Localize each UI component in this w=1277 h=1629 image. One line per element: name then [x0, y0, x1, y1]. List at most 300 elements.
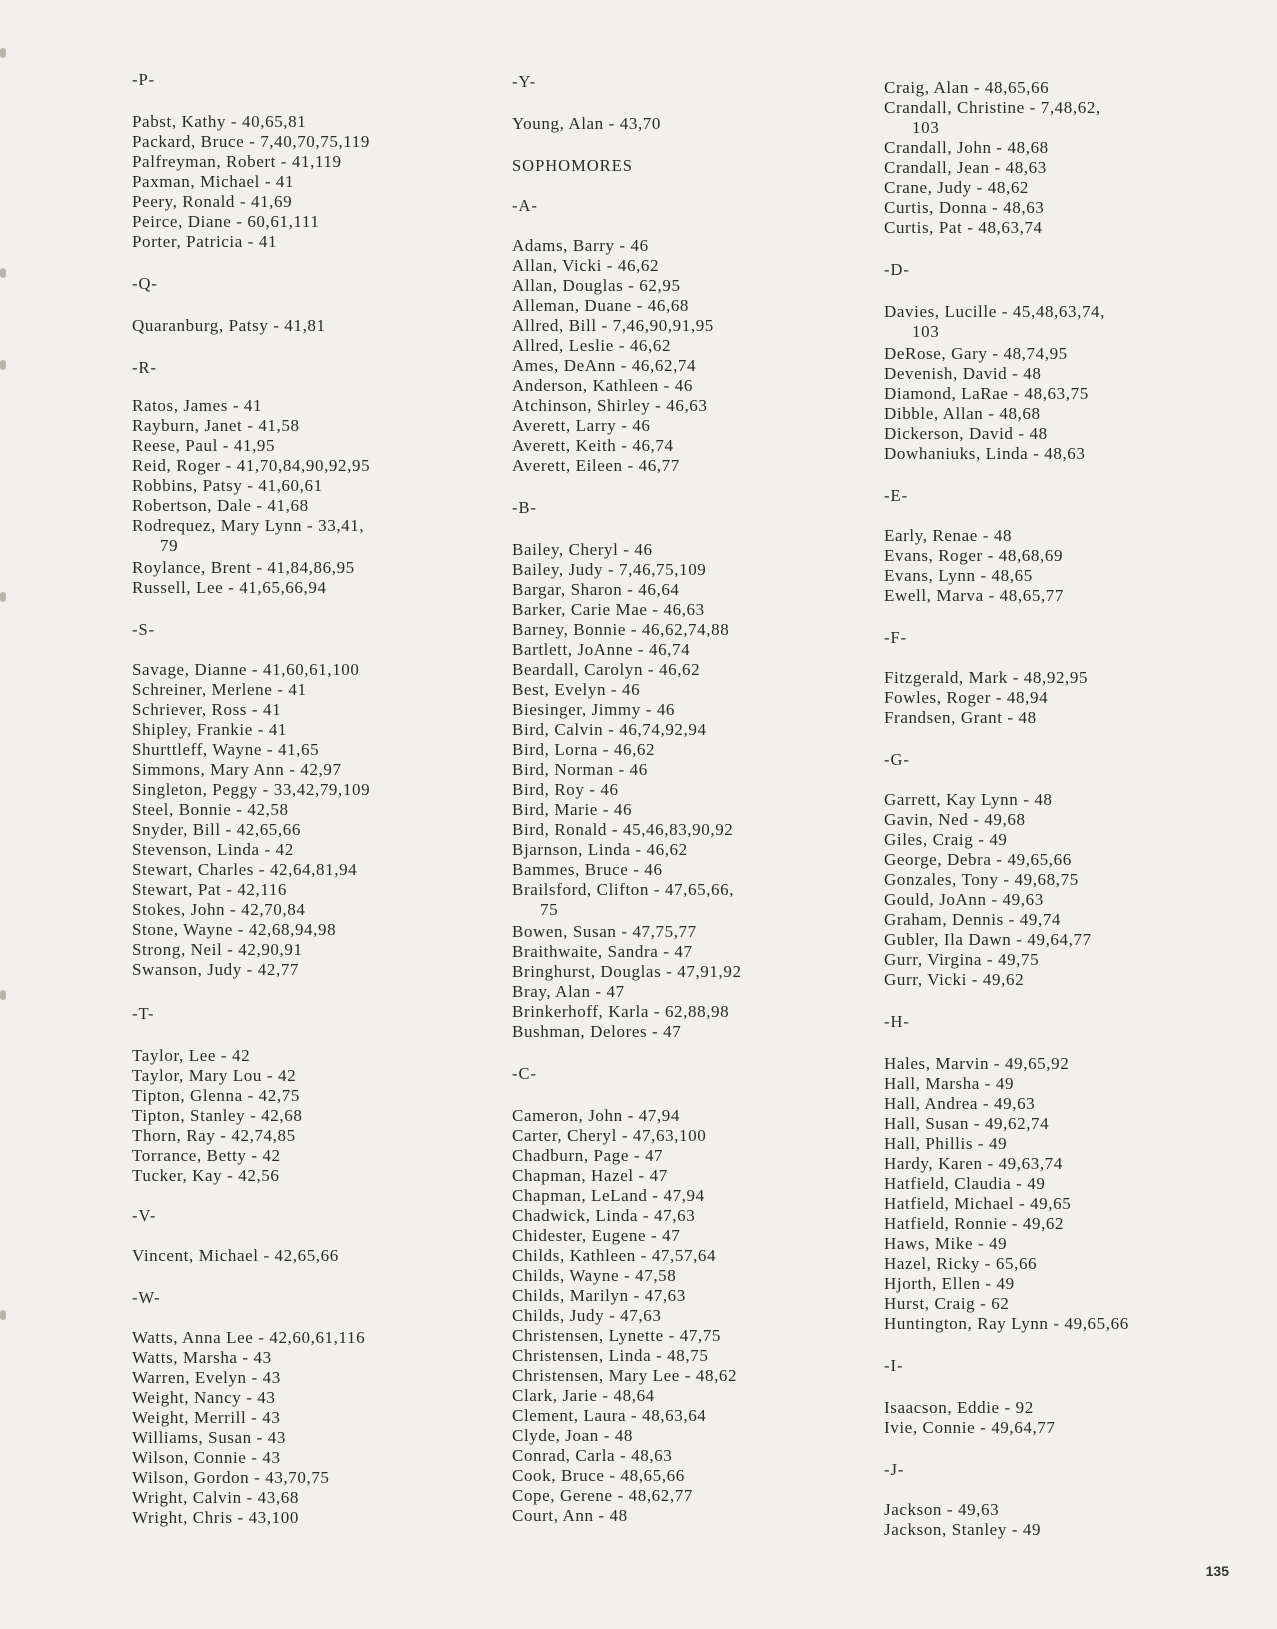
- index-entry-text: Hall, Susan - 49,62,74: [884, 1114, 1050, 1133]
- index-entry-continuation: 103: [912, 118, 940, 137]
- index-entry: [512, 600, 705, 620]
- index-entry: [132, 760, 342, 780]
- index-entry: [512, 396, 708, 416]
- index-entry-text: Steel, Bonnie - 42,58: [132, 800, 289, 819]
- index-entry-text: Peery, Ronald - 41,69: [132, 192, 293, 211]
- section-header: [512, 498, 537, 518]
- index-entry: [132, 516, 364, 556]
- index-entry-text: Gavin, Ned - 49,68: [884, 810, 1026, 829]
- index-entry-text: Gonzales, Tony - 49,68,75: [884, 870, 1079, 889]
- index-entry-text: Averett, Eileen - 46,77: [512, 456, 680, 475]
- index-entry: [884, 790, 1053, 810]
- index-entry: [884, 910, 1061, 930]
- index-entry: [132, 1328, 365, 1348]
- index-entry: [884, 1500, 999, 1520]
- index-entry-text: Early, Renae - 48: [884, 526, 1013, 545]
- binding-hole: [0, 268, 6, 278]
- index-entry: [132, 316, 326, 336]
- index-entry-text: Bringhurst, Douglas - 47,91,92: [512, 962, 742, 981]
- index-entry-text: Barker, Carie Mae - 46,63: [512, 600, 705, 619]
- index-entry-text: Bartlett, JoAnne - 46,74: [512, 640, 691, 659]
- index-entry-text: Anderson, Kathleen - 46: [512, 376, 693, 395]
- index-entry-text: Allred, Leslie - 46,62: [512, 336, 672, 355]
- index-entry-text: Bammes, Bruce - 46: [512, 860, 663, 879]
- index-entry: [512, 660, 700, 680]
- index-entry-text: Savage, Dianne - 41,60,61,100: [132, 660, 360, 679]
- index-entry: [512, 860, 663, 880]
- index-entry-text: Jackson, Stanley - 49: [884, 1520, 1042, 1539]
- index-entry-text: Jackson - 49,63: [884, 1500, 1000, 1519]
- index-entry: [132, 1046, 250, 1066]
- index-entry-text: Bjarnson, Linda - 46,62: [512, 840, 688, 859]
- index-entry-text: Chadburn, Page - 47: [512, 1146, 664, 1165]
- binding-hole: [0, 48, 6, 58]
- section-header: [512, 72, 536, 92]
- index-entry: [512, 780, 619, 800]
- index-entry-text: Alleman, Duane - 46,68: [512, 296, 690, 315]
- index-entry: [512, 680, 640, 700]
- index-entry: [884, 830, 1008, 850]
- index-entry: [132, 1488, 299, 1508]
- index-entry: [884, 668, 1088, 688]
- index-entry: [884, 930, 1092, 950]
- index-entry-text: Thorn, Ray - 42,74,85: [132, 1126, 296, 1145]
- index-entry-text: Giles, Craig - 49: [884, 830, 1008, 849]
- index-entry: [884, 384, 1089, 404]
- index-entry: [884, 1134, 1007, 1154]
- index-entry: [132, 132, 370, 152]
- index-entry: [132, 1166, 280, 1186]
- index-entry-text: Pabst, Kathy - 40,65,81: [132, 112, 307, 131]
- index-entry: [512, 820, 733, 840]
- index-entry: [884, 1154, 1063, 1174]
- index-entry-text: Wilson, Connie - 43: [132, 1448, 281, 1467]
- index-entry-text: Hurst, Craig - 62: [884, 1294, 1010, 1313]
- index-entry: [512, 1146, 663, 1166]
- index-entry-text: Frandsen, Grant - 48: [884, 708, 1037, 727]
- index-entry-text: Bowen, Susan - 47,75,77: [512, 922, 697, 941]
- index-entry: [132, 800, 289, 820]
- index-entry: [132, 1408, 281, 1428]
- index-entry-text: Clyde, Joan - 48: [512, 1426, 634, 1445]
- section-header: [132, 274, 158, 294]
- section-header-text: -G-: [884, 750, 910, 769]
- index-entry: [884, 138, 1049, 158]
- index-entry: [132, 396, 262, 416]
- index-entry-text: Curtis, Donna - 48,63: [884, 198, 1045, 217]
- index-entry: [884, 1294, 1009, 1314]
- index-entry: [132, 820, 301, 840]
- index-entry: [884, 850, 1072, 870]
- index-entry-text: Garrett, Kay Lynn - 48: [884, 790, 1053, 809]
- index-entry-text: Weight, Merrill - 43: [132, 1408, 281, 1427]
- index-entry: [132, 476, 323, 496]
- index-entry-text: Dibble, Allan - 48,68: [884, 404, 1041, 423]
- index-entry: [884, 1214, 1064, 1234]
- index-entry-text: George, Debra - 49,65,66: [884, 850, 1072, 869]
- index-entry: [884, 1254, 1037, 1274]
- index-entry-text: Gubler, Ila Dawn - 49,64,77: [884, 930, 1092, 949]
- index-entry: [884, 1114, 1049, 1134]
- index-entry-continuation: 79: [160, 536, 179, 555]
- section-header: [512, 196, 538, 216]
- binding-hole: [0, 592, 6, 602]
- section-header-text: -I-: [884, 1356, 904, 1375]
- index-entry-text: Hatfield, Claudia - 49: [884, 1174, 1046, 1193]
- index-entry-text: Clark, Jarie - 48,64: [512, 1386, 655, 1405]
- index-entry-text: Crandall, Christine - 7,48,62,: [884, 98, 1101, 117]
- index-entry: [884, 78, 1049, 98]
- index-entry: [884, 1194, 1071, 1214]
- index-entry: [512, 296, 689, 316]
- index-entry: [884, 1398, 1034, 1418]
- index-entry: [132, 1448, 281, 1468]
- section-header: [132, 1288, 161, 1308]
- index-entry-text: Chidester, Eugene - 47: [512, 1226, 681, 1245]
- section-header-text: -F-: [884, 628, 908, 647]
- index-entry-text: Isaacson, Eddie - 92: [884, 1398, 1034, 1417]
- index-entry-text: Carter, Cheryl - 47,63,100: [512, 1126, 707, 1145]
- index-entry: [132, 212, 319, 232]
- index-entry: [884, 1094, 1035, 1114]
- index-entry-continuation: 103: [912, 322, 940, 341]
- index-entry: [512, 880, 734, 920]
- index-entry: [884, 1274, 1015, 1294]
- index-entry: [884, 586, 1064, 606]
- index-entry: [132, 578, 327, 598]
- index-entry-text: Vincent, Michael - 42,65,66: [132, 1246, 339, 1265]
- section-header-text: -Q-: [132, 274, 158, 293]
- index-entry: [512, 1426, 633, 1446]
- index-entry-text: Curtis, Pat - 48,63,74: [884, 218, 1043, 237]
- index-entry: [132, 152, 342, 172]
- index-entry: [512, 456, 680, 476]
- index-entry-text: Taylor, Lee - 42: [132, 1046, 251, 1065]
- index-entry: [132, 112, 306, 132]
- index-entry: [132, 1348, 272, 1368]
- index-entry-text: Wright, Calvin - 43,68: [132, 1488, 299, 1507]
- index-entry: [132, 960, 299, 980]
- index-entry: [884, 950, 1039, 970]
- index-entry: [512, 1206, 695, 1226]
- index-entry: [884, 404, 1041, 424]
- index-entry: [132, 1368, 281, 1388]
- index-entry-text: Peirce, Diane - 60,61,111: [132, 212, 320, 231]
- index-entry-text: Christensen, Mary Lee - 48,62: [512, 1366, 738, 1385]
- index-entry-text: Quaranburg, Patsy - 41,81: [132, 316, 326, 335]
- index-entry-text: Reese, Paul - 41,95: [132, 436, 276, 455]
- index-entry-text: Biesinger, Jimmy - 46: [512, 700, 676, 719]
- index-entry-text: Williams, Susan - 43: [132, 1428, 286, 1447]
- index-entry-text: Ames, DeAnn - 46,62,74: [512, 356, 697, 375]
- index-entry-text: Taylor, Mary Lou - 42: [132, 1066, 297, 1085]
- index-entry-text: Allred, Bill - 7,46,90,91,95: [512, 316, 714, 335]
- index-entry-text: Torrance, Betty - 42: [132, 1146, 281, 1165]
- binding-hole: [0, 990, 6, 1000]
- index-entry-text: Bird, Ronald - 45,46,83,90,92: [512, 820, 734, 839]
- index-entry: [132, 1126, 296, 1146]
- index-entry-continuation: 75: [540, 900, 559, 919]
- index-entry-text: Devenish, David - 48: [884, 364, 1042, 383]
- index-entry: [512, 436, 674, 456]
- section-header: [884, 486, 908, 506]
- index-entry: [512, 540, 653, 560]
- index-entry: [132, 1066, 296, 1086]
- index-entry-text: Dowhaniuks, Linda - 48,63: [884, 444, 1086, 463]
- index-entry-text: Christensen, Lynette - 47,75: [512, 1326, 721, 1345]
- index-entry-text: Young, Alan - 43,70: [512, 114, 661, 133]
- index-entry: [884, 526, 1012, 546]
- section-header-text: -B-: [512, 498, 537, 517]
- index-entry: [132, 880, 287, 900]
- index-entry-text: Hall, Andrea - 49,63: [884, 1094, 1036, 1113]
- index-entry-text: Stokes, John - 42,70,84: [132, 900, 306, 919]
- index-entry-text: Packard, Bruce - 7,40,70,75,119: [132, 132, 370, 151]
- section-header-text: -P-: [132, 70, 156, 89]
- index-entry: [512, 1366, 737, 1386]
- index-entry: [132, 232, 277, 252]
- index-entry-text: Fitzgerald, Mark - 48,92,95: [884, 668, 1089, 687]
- index-entry-text: Reid, Roger - 41,70,84,90,92,95: [132, 456, 371, 475]
- index-entry-text: Childs, Wayne - 47,58: [512, 1266, 677, 1285]
- index-entry-text: Gurr, Vicki - 49,62: [884, 970, 1025, 989]
- index-entry-text: Cope, Gerene - 48,62,77: [512, 1486, 693, 1505]
- index-entry: [512, 276, 681, 296]
- index-entry: [132, 920, 336, 940]
- index-entry-text: Childs, Judy - 47,63: [512, 1306, 662, 1325]
- index-entry: [884, 218, 1043, 238]
- index-entry: [512, 760, 648, 780]
- index-entry: [512, 1266, 676, 1286]
- section-header: [132, 620, 155, 640]
- index-entry: [132, 192, 292, 212]
- index-entry-text: Bailey, Judy - 7,46,75,109: [512, 560, 707, 579]
- index-entry: [132, 1106, 302, 1126]
- index-entry: [132, 1086, 300, 1106]
- index-entry: [132, 436, 275, 456]
- index-entry: [884, 98, 1101, 138]
- index-entry: [132, 496, 309, 516]
- index-entry: [132, 940, 303, 960]
- index-entry-text: Fowles, Roger - 48,94: [884, 688, 1049, 707]
- index-entry-text: Childs, Marilyn - 47,63: [512, 1286, 686, 1305]
- index-entry-text: Huntington, Ray Lynn - 49,65,66: [884, 1314, 1129, 1333]
- index-entry-text: Craig, Alan - 48,65,66: [884, 78, 1050, 97]
- index-entry-text: Wright, Chris - 43,100: [132, 1508, 299, 1527]
- index-entry: [512, 1106, 680, 1126]
- index-entry-text: Hjorth, Ellen - 49: [884, 1274, 1015, 1293]
- index-entry-text: Brinkerhoff, Karla - 62,88,98: [512, 1002, 730, 1021]
- index-entry: [884, 158, 1047, 178]
- index-entry: [512, 1506, 628, 1526]
- index-entry: [132, 700, 281, 720]
- index-entry-text: Ratos, James - 41: [132, 396, 263, 415]
- index-entry-text: Warren, Evelyn - 43: [132, 1368, 281, 1387]
- index-entry: [884, 178, 1029, 198]
- index-entry-text: Dickerson, David - 48: [884, 424, 1048, 443]
- index-entry: [512, 1386, 655, 1406]
- index-entry-text: Bird, Roy - 46: [512, 780, 619, 799]
- binding-hole: [0, 1310, 6, 1320]
- index-entry-text: Stewart, Pat - 42,116: [132, 880, 288, 899]
- index-entry: [512, 1406, 706, 1426]
- index-entry-text: Chapman, LeLand - 47,94: [512, 1186, 705, 1205]
- index-entry: [132, 456, 370, 476]
- section-header: [884, 750, 910, 770]
- index-entry-text: Shipley, Frankie - 41: [132, 720, 288, 739]
- index-entry: [884, 546, 1063, 566]
- index-entry-text: Bird, Norman - 46: [512, 760, 648, 779]
- index-entry-text: Bailey, Cheryl - 46: [512, 540, 653, 559]
- section-header-text: SOPHOMORES: [512, 156, 633, 175]
- index-entry: [132, 860, 357, 880]
- index-entry: [132, 780, 370, 800]
- section-header: [512, 156, 633, 176]
- index-entry: [512, 800, 632, 820]
- index-entry: [512, 962, 742, 982]
- index-entry-text: Atchinson, Shirley - 46,63: [512, 396, 708, 415]
- section-header-text: -S-: [132, 620, 156, 639]
- index-entry: [884, 1520, 1041, 1540]
- index-entry-text: Brailsford, Clifton - 47,65,66,: [512, 880, 735, 899]
- index-entry-text: Cameron, John - 47,94: [512, 1106, 680, 1125]
- index-entry: [884, 970, 1024, 990]
- index-entry: [512, 1306, 661, 1326]
- section-header: [512, 1064, 537, 1084]
- index-entry: [512, 840, 688, 860]
- index-entry: [512, 700, 675, 720]
- index-entry-text: Allan, Douglas - 62,95: [512, 276, 681, 295]
- index-entry-text: Crandall, John - 48,68: [884, 138, 1049, 157]
- index-entry-text: Shurttleff, Wayne - 41,65: [132, 740, 320, 759]
- section-header-text: -E-: [884, 486, 909, 505]
- index-entry-text: Tipton, Stanley - 42,68: [132, 1106, 303, 1125]
- index-entry: [884, 1314, 1129, 1334]
- index-entry-text: Watts, Anna Lee - 42,60,61,116: [132, 1328, 366, 1347]
- index-entry: [884, 364, 1041, 384]
- index-entry-text: Palfreyman, Robert - 41,119: [132, 152, 342, 171]
- index-entry: [132, 720, 287, 740]
- index-entry-text: Rayburn, Janet - 41,58: [132, 416, 300, 435]
- section-header: [132, 1004, 155, 1024]
- section-header-text: -J-: [884, 1460, 905, 1479]
- index-entry: [512, 640, 690, 660]
- page-number: 135: [1205, 1563, 1229, 1579]
- index-entry: [884, 708, 1037, 728]
- section-header-text: -C-: [512, 1064, 537, 1083]
- index-entry-text: Davies, Lucille - 45,48,63,74,: [884, 302, 1106, 321]
- index-entry-text: Haws, Mike - 49: [884, 1234, 1008, 1253]
- index-entry: [512, 1166, 668, 1186]
- index-entry: [512, 316, 714, 336]
- index-entry-text: Court, Ann - 48: [512, 1506, 628, 1525]
- index-entry-text: Stewart, Charles - 42,64,81,94: [132, 860, 358, 879]
- index-entry-text: Best, Evelyn - 46: [512, 680, 641, 699]
- index-entry: [132, 1388, 276, 1408]
- index-entry: [132, 660, 360, 680]
- index-entry: [512, 416, 651, 436]
- index-entry: [512, 1226, 680, 1246]
- index-entry-text: Childs, Kathleen - 47,57,64: [512, 1246, 717, 1265]
- index-entry-text: Chapman, Hazel - 47: [512, 1166, 668, 1185]
- index-entry-text: Stevenson, Linda - 42: [132, 840, 294, 859]
- index-entry: [512, 1346, 708, 1366]
- index-entry: [884, 1054, 1069, 1074]
- index-entry: [132, 680, 307, 700]
- index-entry-text: Paxman, Michael - 41: [132, 172, 295, 191]
- index-entry: [512, 1446, 672, 1466]
- index-entry-text: Strong, Neil - 42,90,91: [132, 940, 303, 959]
- index-entry: [884, 1074, 1014, 1094]
- index-entry: [884, 870, 1079, 890]
- index-entry-text: Bird, Calvin - 46,74,92,94: [512, 720, 707, 739]
- index-entry: [512, 580, 680, 600]
- index-entry: [132, 1508, 299, 1528]
- index-entry-text: Bird, Lorna - 46,62: [512, 740, 656, 759]
- index-entry-text: Evans, Roger - 48,68,69: [884, 546, 1064, 565]
- index-entry-text: Conrad, Carla - 48,63: [512, 1446, 673, 1465]
- index-entry: [132, 172, 294, 192]
- index-entry: [512, 1486, 693, 1506]
- index-entry-text: Chadwick, Linda - 47,63: [512, 1206, 696, 1225]
- section-header: [884, 1012, 910, 1032]
- index-entry-text: Swanson, Judy - 42,77: [132, 960, 300, 979]
- section-header-text: -T-: [132, 1004, 155, 1023]
- section-header-text: -W-: [132, 1288, 161, 1307]
- index-entry: [132, 840, 294, 860]
- index-entry: [512, 1326, 721, 1346]
- index-entry-text: Snyder, Bill - 42,65,66: [132, 820, 301, 839]
- index-entry-text: Robertson, Dale - 41,68: [132, 496, 309, 515]
- index-entry: [884, 198, 1044, 218]
- index-entry-text: Rodrequez, Mary Lynn - 33,41,: [132, 516, 365, 535]
- index-entry-text: Evans, Lynn - 48,65: [884, 566, 1033, 585]
- index-entry-text: Gould, JoAnn - 49,63: [884, 890, 1044, 909]
- index-entry: [512, 236, 649, 256]
- index-entry-text: Hales, Marvin - 49,65,92: [884, 1054, 1070, 1073]
- index-entry-text: Bushman, Delores - 47: [512, 1022, 682, 1041]
- index-entry: [884, 1174, 1045, 1194]
- index-entry-text: Barney, Bonnie - 46,62,74,88: [512, 620, 730, 639]
- index-entry: [884, 1234, 1007, 1254]
- index-entry-text: Clement, Laura - 48,63,64: [512, 1406, 707, 1425]
- index-entry: [512, 1466, 685, 1486]
- index-entry: [512, 114, 661, 134]
- index-entry-text: Roylance, Brent - 41,84,86,95: [132, 558, 355, 577]
- index-entry-text: Allan, Vicki - 46,62: [512, 256, 660, 275]
- index-entry: [884, 810, 1026, 830]
- index-entry: [132, 416, 300, 436]
- section-header: [884, 628, 907, 648]
- index-entry-text: Hardy, Karen - 49,63,74: [884, 1154, 1063, 1173]
- index-entry: [884, 688, 1048, 708]
- index-entry: [512, 256, 659, 276]
- index-entry-text: Crane, Judy - 48,62: [884, 178, 1030, 197]
- index-entry: [512, 336, 671, 356]
- index-entry: [132, 1428, 286, 1448]
- index-entry-text: Diamond, LaRae - 48,63,75: [884, 384, 1089, 403]
- index-entry: [132, 740, 319, 760]
- index-entry-text: Porter, Patricia - 41: [132, 232, 278, 251]
- section-header: [884, 260, 910, 280]
- index-entry: [512, 376, 693, 396]
- index-entry: [884, 444, 1086, 464]
- index-entry-text: Tipton, Glenna - 42,75: [132, 1086, 300, 1105]
- index-entry-text: Averett, Larry - 46: [512, 416, 651, 435]
- index-entry: [512, 740, 655, 760]
- index-entry: [512, 620, 729, 640]
- index-entry-text: Watts, Marsha - 43: [132, 1348, 272, 1367]
